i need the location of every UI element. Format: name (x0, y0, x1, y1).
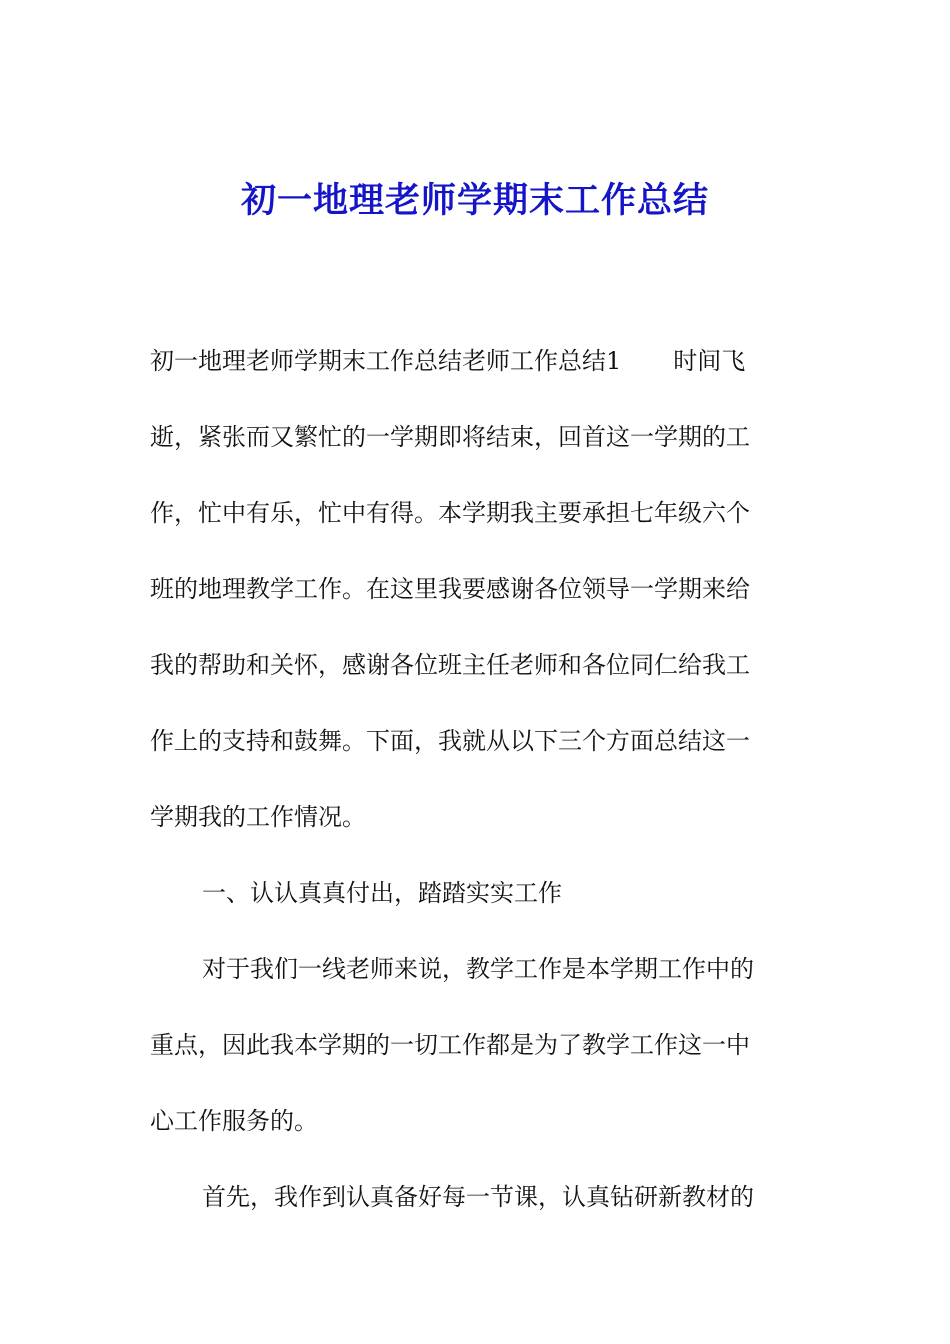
intro-line-1 (150, 323, 790, 399)
intro-line-7: 学期我的工作情况。 (150, 803, 366, 831)
document-title: 初一地理老师学期末工作总结 (240, 180, 709, 221)
intro-line-5: 我的帮助和关怀，感谢各位班主任老师和各位同仁给我工 (150, 651, 750, 679)
intro-line-4: 班的地理教学工作。在这里我要感谢各位领导一学期来给 (150, 575, 750, 603)
para3-line-1: 首先，我作到认真备好每一节课，认真钻研新教材的 (202, 1183, 754, 1211)
document-body (150, 323, 790, 1235)
intro-heading-text: 初一地理老师学期末工作总结老师工作总结1 (150, 347, 622, 375)
section-heading-1: 一、认认真真付出，踏踏实实工作 (202, 879, 562, 907)
para2-line-1: 对于我们一线老师来说，教学工作是本学期工作中的 (202, 955, 754, 983)
intro-line-2: 逝，紧张而又繁忙的一学期即将结束，回首这一学期的工 (150, 423, 750, 451)
intro-text: 时间飞 (673, 347, 746, 375)
para2-line-3: 心工作服务的。 (150, 1107, 318, 1135)
intro-line-6: 作上的支持和鼓舞。下面，我就从以下三个方面总结这一 (150, 727, 750, 755)
para2-line-2: 重点，因此我本学期的一切工作都是为了教学工作这一中 (150, 1031, 750, 1059)
intro-line-3: 作，忙中有乐，忙中有得。本学期我主要承担七年级六个 (150, 499, 750, 527)
